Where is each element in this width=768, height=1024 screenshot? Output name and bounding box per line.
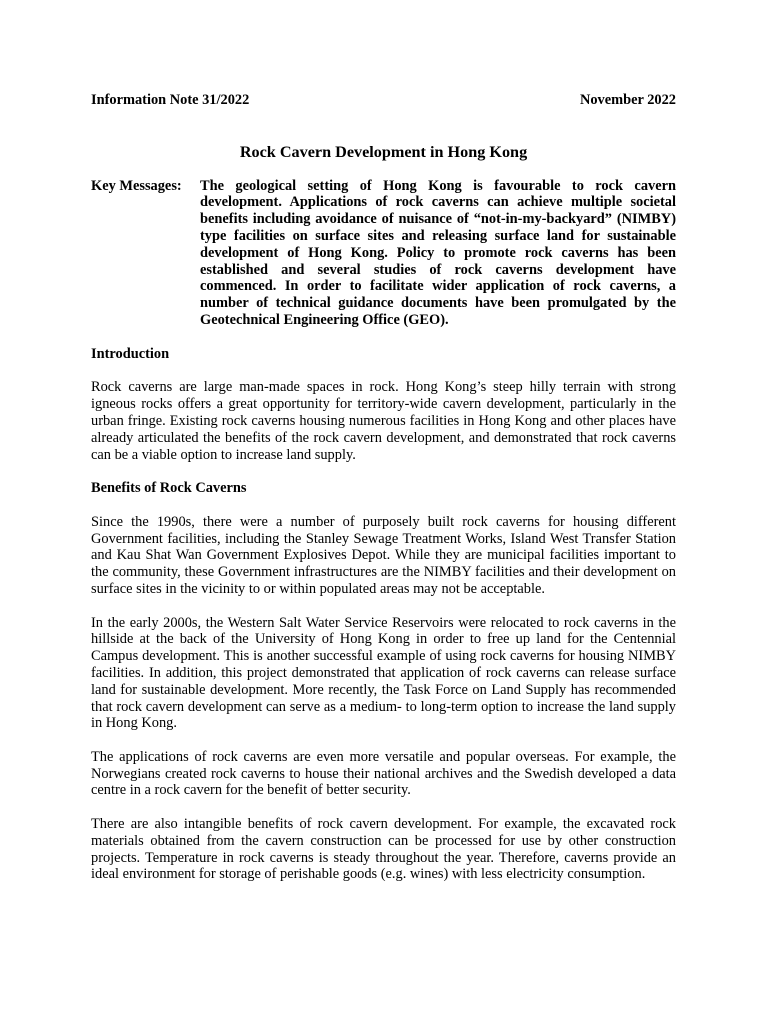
- introduction-paragraph: Rock caverns are large man-made spaces in rock. Hong Kong’s steep hilly terrain with strong igneous rocks offers a great opportunity for territory-wide cavern development, particularly in the urban fringe. Existing rock caverns housing numerous facilities in Hong Kong and other places have already articulated the benefits of the rock cavern development, and demonstrated that rock caverns can be a viable option to increase land supply.: [91, 379, 676, 463]
- key-messages-block: [91, 178, 676, 329]
- note-number: Information Note 31/2022: [91, 92, 250, 108]
- benefits-paragraph-3: The applications of rock caverns are even more versatile and popular overseas. For example, the Norwegians created rock caverns to house their national archives and the Swedish developed a data centre in a rock cavern for the benefit of better security.: [91, 748, 676, 799]
- benefits-paragraph-2: In the early 2000s, the Western Salt Water Service Reservoirs were relocated to rock caverns in the hillside at the back of the University of Hong Kong in order to free up land for the Centennial Campus development. This is another successful example of using rock caverns for housing NIMBY facilities. In addition, this project demonstrated that application of rock caverns can release surface land for sustainable development. More recently, the Task Force on Land Supply has recommended that rock cavern development can serve as a medium- to long-term option to increase the land supply in Hong Kong.: [91, 614, 676, 732]
- benefits-paragraph-4: There are also intangible benefits of rock cavern development. For example, the excavated rock materials obtained from the cavern construction can be processed for use by other construction projects. Temperature in rock caverns is steady throughout the year. Therefore, caverns provide an ideal environment for storage of perishable goods (e.g. wines) with less electricity consumption.: [91, 816, 676, 883]
- document-page: [91, 92, 676, 900]
- document-header: [91, 92, 676, 109]
- document-title: Rock Cavern Development in Hong Kong: [239, 142, 528, 161]
- benefits-heading: Benefits of Rock Caverns: [91, 480, 247, 497]
- document-date: November 2022: [579, 92, 676, 108]
- introduction-heading: Introduction: [91, 345, 170, 362]
- key-messages-label: Key Messages:: [91, 177, 182, 194]
- key-messages-text: The geological setting of Hong Kong is favourable to rock cavern development. Applications of rock caverns can achieve multiple societal benefits including avoidance of nuisance of “not-in-my-backyard” (NIMBY) type facilities on surface sites and releasing surface land for sustainable development of Hong Kong. Policy to promote rock caverns has been established and several studies of rock caverns development have commenced. In order to facilitate wider application of rock caverns, a number of technical guidance documents have been promulgated by the Geotechnical Engineering Office (GEO).: [200, 177, 676, 328]
- benefits-paragraph-1: Since the 1990s, there were a number of purposely built rock caverns for housing different Government facilities, including the Stanley Sewage Treatment Works, Island West Transfer Station and Kau Shat Wan Government Explosives Depot. While they are municipal facilities important to the community, these Government infrastructures are the NIMBY facilities and their development on surface sites in the vicinity to or within populated areas may not be acceptable.: [91, 513, 676, 597]
